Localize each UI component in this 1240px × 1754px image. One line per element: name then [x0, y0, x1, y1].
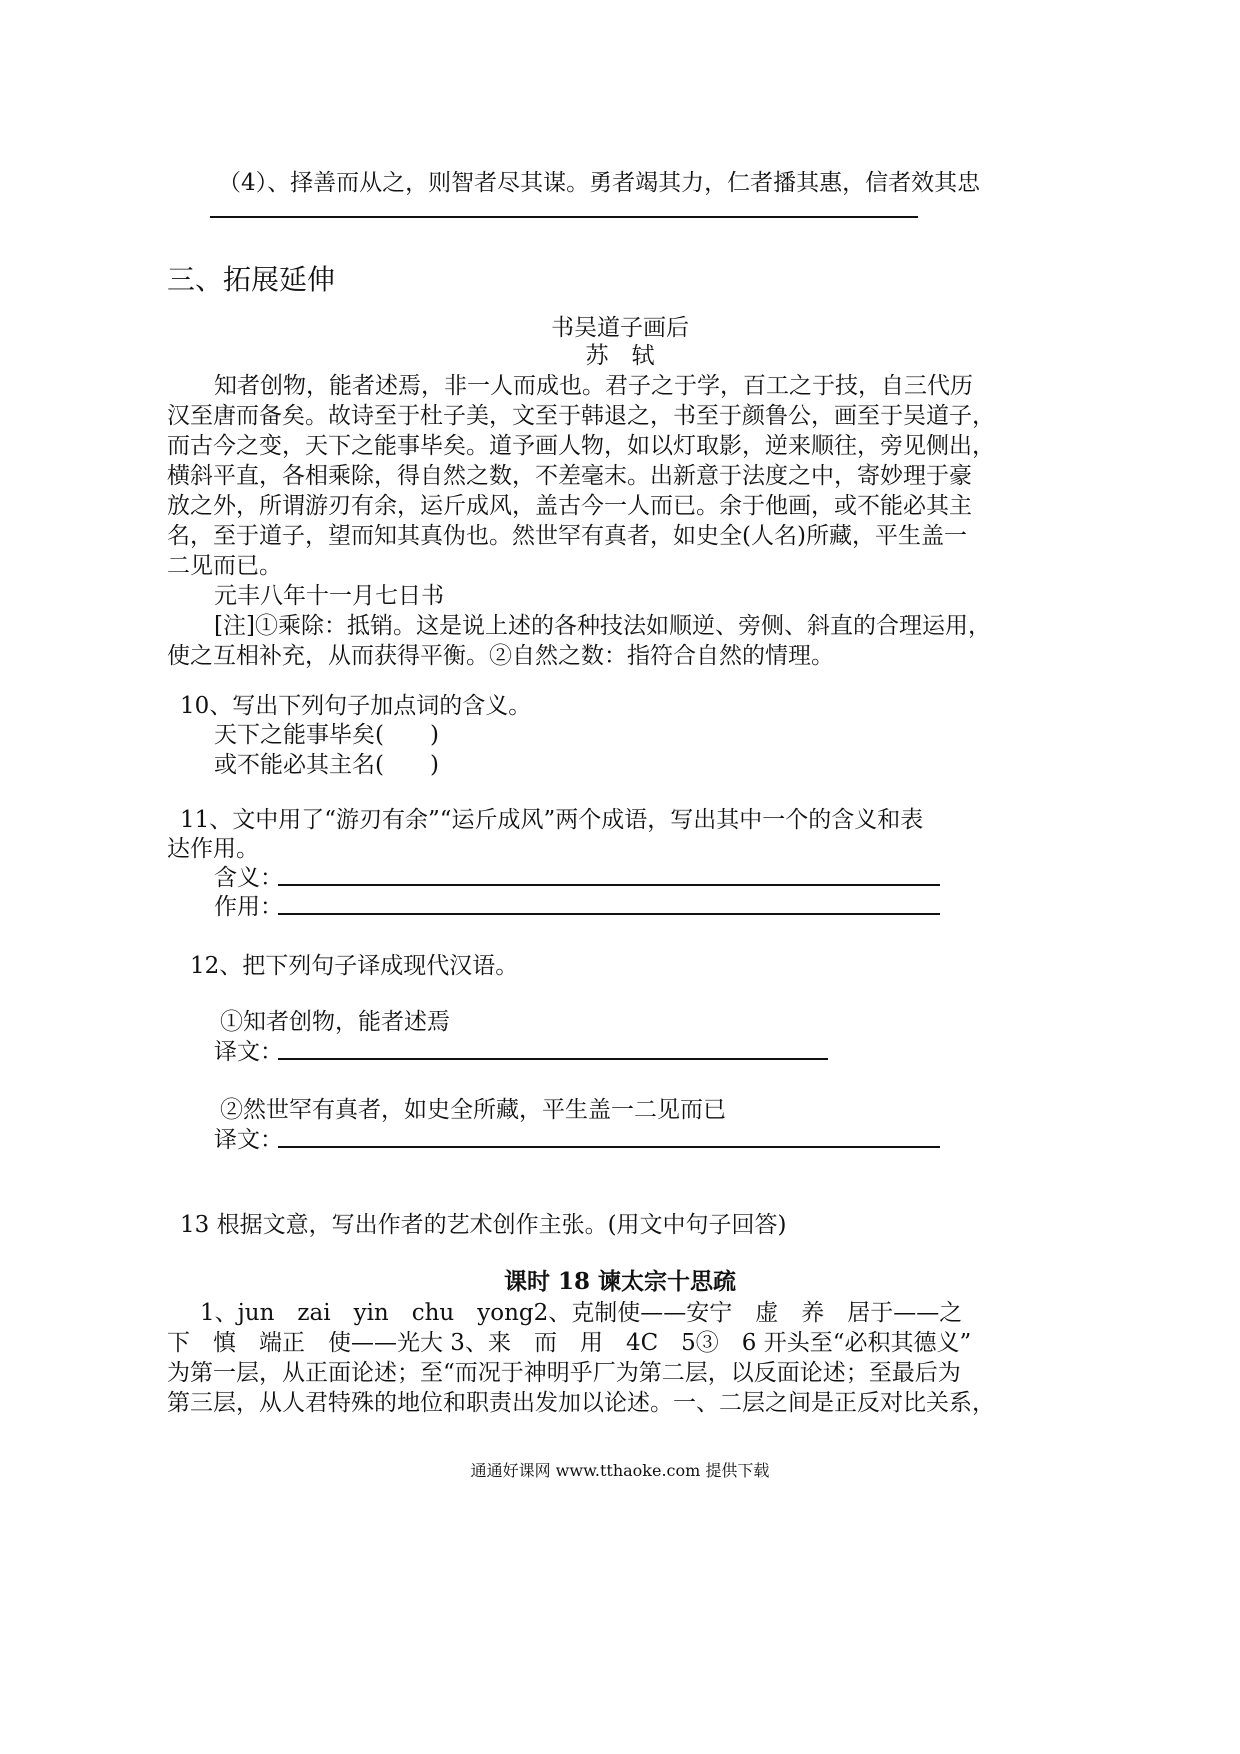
section-heading-extension: 三、拓展延伸: [167, 263, 336, 296]
lesson18-title: 课时 18 谏太宗十思疏: [503, 1268, 737, 1295]
lesson18-answer-line: 第三层，从人君特殊的地位和职责出发加以论述。一、二层之间是正反对比关系，: [167, 1390, 995, 1416]
passage-title: 书吴道子画后: [551, 315, 689, 341]
passage-line: 名，至于道子，望而知其真伪也。然世罕有真者，如史全(人名)所藏，平生盖一: [167, 523, 967, 549]
passage-line: 放之外，所谓游刃有余，运斤成风，盖古今一人而已。余于他画，或不能必其主: [167, 493, 972, 519]
q12-translation-label-1: 译文：: [214, 1039, 283, 1065]
q12-translation-line-1[interactable]: [278, 1058, 828, 1060]
q11-function-label: 作用：: [214, 894, 283, 920]
q12-translation-label-2: 译文：: [214, 1127, 283, 1153]
passage-line: 二见而已。: [167, 553, 282, 579]
q11-prompt-line-1: 11、文中用了“游刃有余”“运斤成风”两个成语，写出其中一个的含义和表: [180, 807, 924, 833]
q11-meaning-label: 含义：: [214, 865, 283, 891]
q12-translation-line-2[interactable]: [278, 1146, 940, 1148]
passage-line: 横斜平直，各相乘除，得自然之数，不差毫末。出新意于法度之中，寄妙理于豪: [167, 463, 972, 489]
q12-sentence-2: ②然世罕有真者，如史全所藏，平生盖一二见而已: [220, 1097, 726, 1123]
passage-date: 元丰八年十一月七日书: [214, 583, 444, 609]
passage-note-line: [注]①乘除：抵销。这是说上述的各种技法如顺逆、旁侧、斜直的合理运用，: [214, 613, 991, 639]
q12-prompt: 12、把下列句子译成现代汉语。: [190, 953, 519, 979]
lesson18-answer-line: 1、jun zai yin chu yong2、克制使——安宁 虚 养 居于——之: [200, 1300, 963, 1326]
passage-author: 苏 轼: [585, 343, 655, 369]
lesson18-answer-line: 为第一层，从正面论述；至“而况于神明乎厂为第二层，以反面论述；至最后为: [167, 1360, 961, 1386]
q12-sentence-1: ①知者创物，能者述焉: [220, 1009, 450, 1035]
q10-prompt: 10、写出下列句子加点词的含义。: [180, 693, 532, 719]
q13-prompt: 13 根据文意，写出作者的艺术创作主张。(用文中句子回答): [180, 1212, 787, 1238]
passage-note-line: 使之互相补充，从而获得平衡。②自然之数：指符合自然的情理。: [167, 643, 834, 669]
q10-item-1: 天下之能事毕矣( ): [214, 722, 439, 748]
page-footer: 通通好课网 www.tthaoke.com 提供下载: [470, 1461, 770, 1480]
q9-item-4: （4）、择善而从之，则智者尽其谋。勇者竭其力，仁者播其惠，信者效其忠: [218, 170, 981, 196]
q11-meaning-answer-line[interactable]: [278, 884, 940, 886]
q9-answer-line: [210, 216, 918, 218]
lesson18-answer-line: 下 慎 端正 使——光大 3、来 而 用 4C 5③ 6 开头至“必积其德义”: [167, 1330, 972, 1356]
q11-function-answer-line[interactable]: [278, 913, 940, 915]
q10-item-2: 或不能必其主名( ): [214, 752, 439, 778]
passage-line: 知者创物，能者述焉，非一人而成也。君子之于学，百工之于技，自三代历: [214, 373, 973, 399]
passage-line: 而古今之变，天下之能事毕矣。道予画人物，如以灯取影，逆来顺往，旁见侧出，: [167, 433, 995, 459]
passage-line: 汉至唐而备矣。故诗至于杜子美，文至于韩退之，书至于颜鲁公，画至于吴道子，: [167, 403, 995, 429]
q11-prompt-line-2: 达作用。: [167, 836, 259, 862]
